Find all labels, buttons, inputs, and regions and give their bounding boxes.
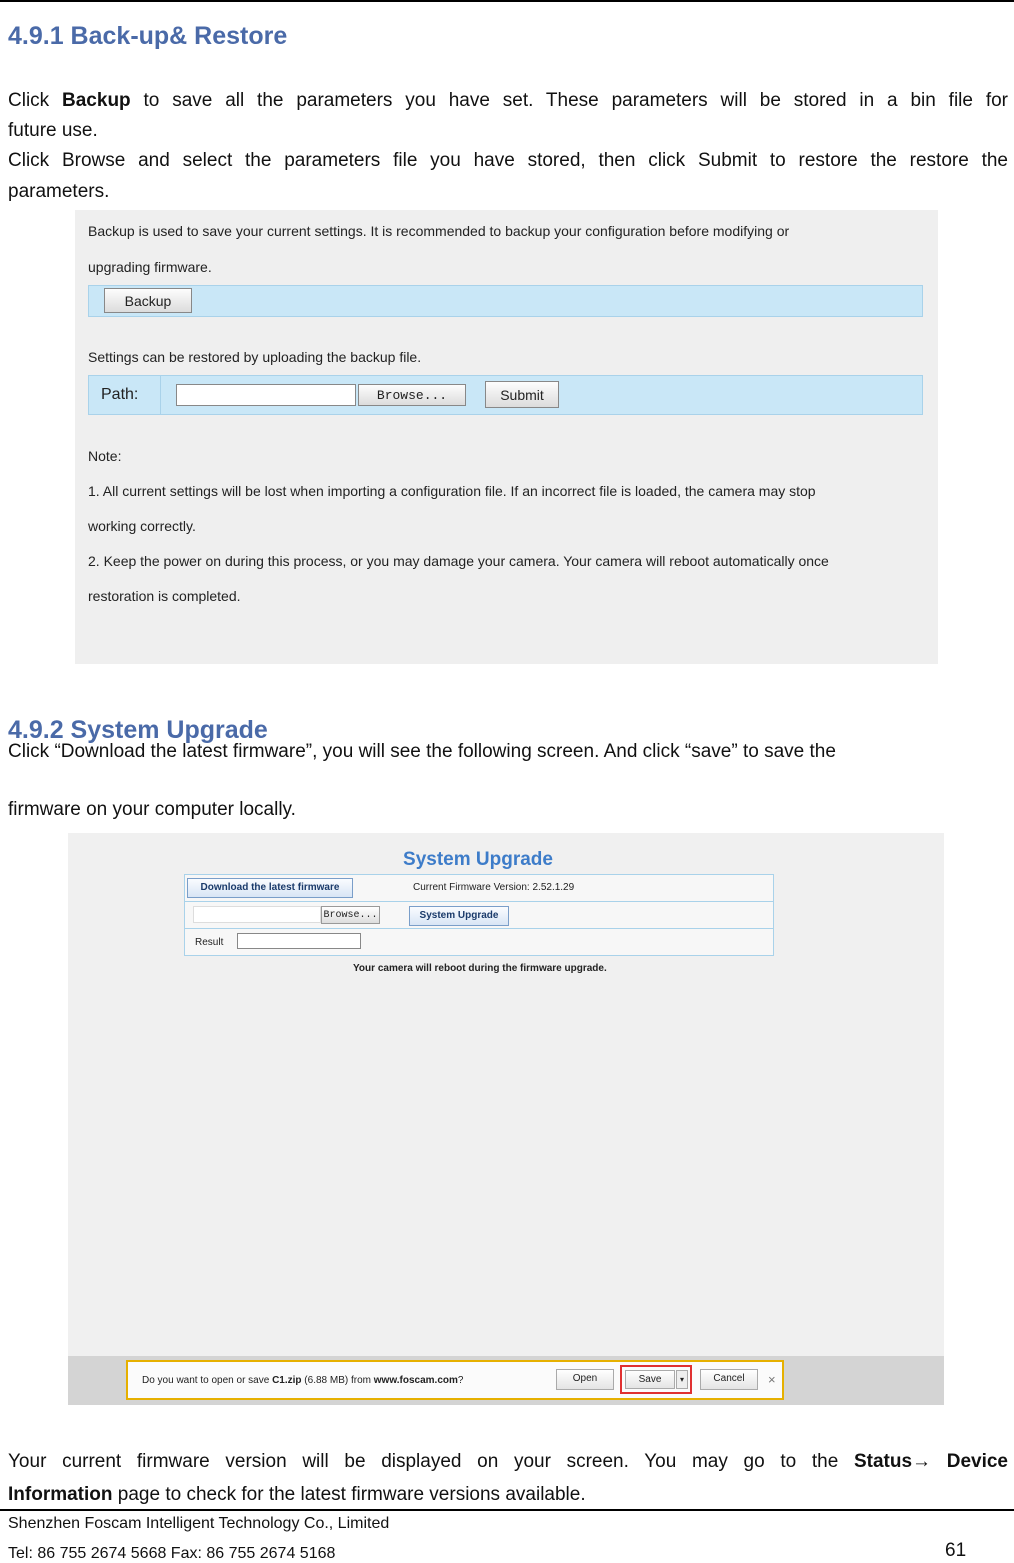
- path-input[interactable]: [176, 384, 356, 406]
- backup-button[interactable]: Backup: [104, 288, 192, 313]
- cancel-button[interactable]: Cancel: [700, 1369, 758, 1390]
- paragraph-upgrade-line1: Click “Download the latest firmware”, you will see the following screen. And click “save” to save the: [8, 741, 836, 762]
- firmware-browse-button[interactable]: Browse...: [321, 906, 380, 924]
- upgrade-screenshot: [68, 833, 944, 1405]
- open-button[interactable]: Open: [556, 1369, 614, 1390]
- save-button[interactable]: Save: [625, 1370, 675, 1389]
- heading-system-upgrade: 4.9.2 System Upgrade: [8, 716, 268, 744]
- upgrade-row-download: [185, 875, 773, 902]
- download-prompt: Do you want to open or save C1.zip (6.88 MB) from www.foscam.com?: [142, 1375, 464, 1386]
- upgrade-row-browse: [185, 902, 773, 929]
- upgrade-table: [184, 874, 774, 956]
- backup-screenshot: [75, 210, 938, 664]
- browse-button[interactable]: Browse...: [358, 384, 466, 406]
- save-dropdown-arrow-icon[interactable]: ▾: [676, 1370, 688, 1389]
- footer-contact: Tel: 86 755 2674 5668 Fax: 86 755 2674 5168: [8, 1545, 336, 1562]
- note2-line2: restoration is completed.: [88, 588, 241, 604]
- paragraph-backup-line2: future use.: [8, 120, 98, 141]
- system-upgrade-button[interactable]: System Upgrade: [409, 906, 509, 926]
- backup-row: [88, 285, 923, 317]
- restore-text: Settings can be restored by uploading the backup file.: [88, 349, 422, 365]
- result-field: [237, 933, 361, 949]
- current-firmware-version: Current Firmware Version: 2.52.1.29: [413, 882, 575, 893]
- upgrade-row-result: [185, 929, 773, 955]
- page-number: 61: [945, 1540, 967, 1561]
- download-notification-bar: [126, 1360, 784, 1400]
- backup-intro-line1: Backup is used to save your current settings. It is recommended to backup your configuration before modifying or: [88, 223, 790, 239]
- paragraph-backup-line1: Click Backup to save all the parameters you have set. These parameters will be stored in a bin file for: [8, 90, 1008, 111]
- note1-line1: 1. All current settings will be lost when importing a configuration file. If an incorrect file is loaded, the camera may stop: [88, 483, 816, 499]
- note1-line2: working correctly.: [88, 518, 196, 534]
- footer-rule: [0, 1509, 1014, 1511]
- heading-backup-restore: 4.9.1 Back-up& Restore: [8, 22, 288, 50]
- note2-line1: 2. Keep the power on during this process, or you may damage your camera. Your camera will reboot automatically once: [88, 553, 829, 569]
- path-row: [88, 375, 923, 415]
- footer-company: Shenzhen Foscam Intelligent Technology Co., Limited: [8, 1515, 390, 1532]
- download-firmware-button[interactable]: Download the latest firmware: [187, 878, 353, 898]
- backup-intro-line2: upgrading firmware.: [88, 259, 212, 275]
- paragraph-status-line2: Information page to check for the latest firmware versions available.: [8, 1484, 586, 1505]
- paragraph-status-line1: Your current firmware version will be displayed on your screen. You may go to the Status→ Device: [8, 1451, 1008, 1472]
- paragraph-browse-line1: Click Browse and select the parameters file you have stored, then click Submit to restore the restore the: [8, 150, 1008, 171]
- paragraph-browse-line2: parameters.: [8, 181, 110, 202]
- upgrade-title: System Upgrade: [403, 849, 553, 870]
- path-label: Path:: [89, 376, 161, 414]
- firmware-path-input[interactable]: [193, 906, 321, 923]
- top-rule: [0, 0, 1014, 2]
- save-highlight-box: [620, 1365, 692, 1394]
- close-icon[interactable]: ×: [768, 1372, 776, 1387]
- reboot-note: Your camera will reboot during the firmware upgrade.: [353, 963, 607, 974]
- note-label: Note:: [88, 448, 122, 464]
- result-label: Result: [195, 937, 224, 948]
- paragraph-upgrade-line2: firmware on your computer locally.: [8, 799, 296, 820]
- submit-button[interactable]: Submit: [485, 381, 559, 408]
